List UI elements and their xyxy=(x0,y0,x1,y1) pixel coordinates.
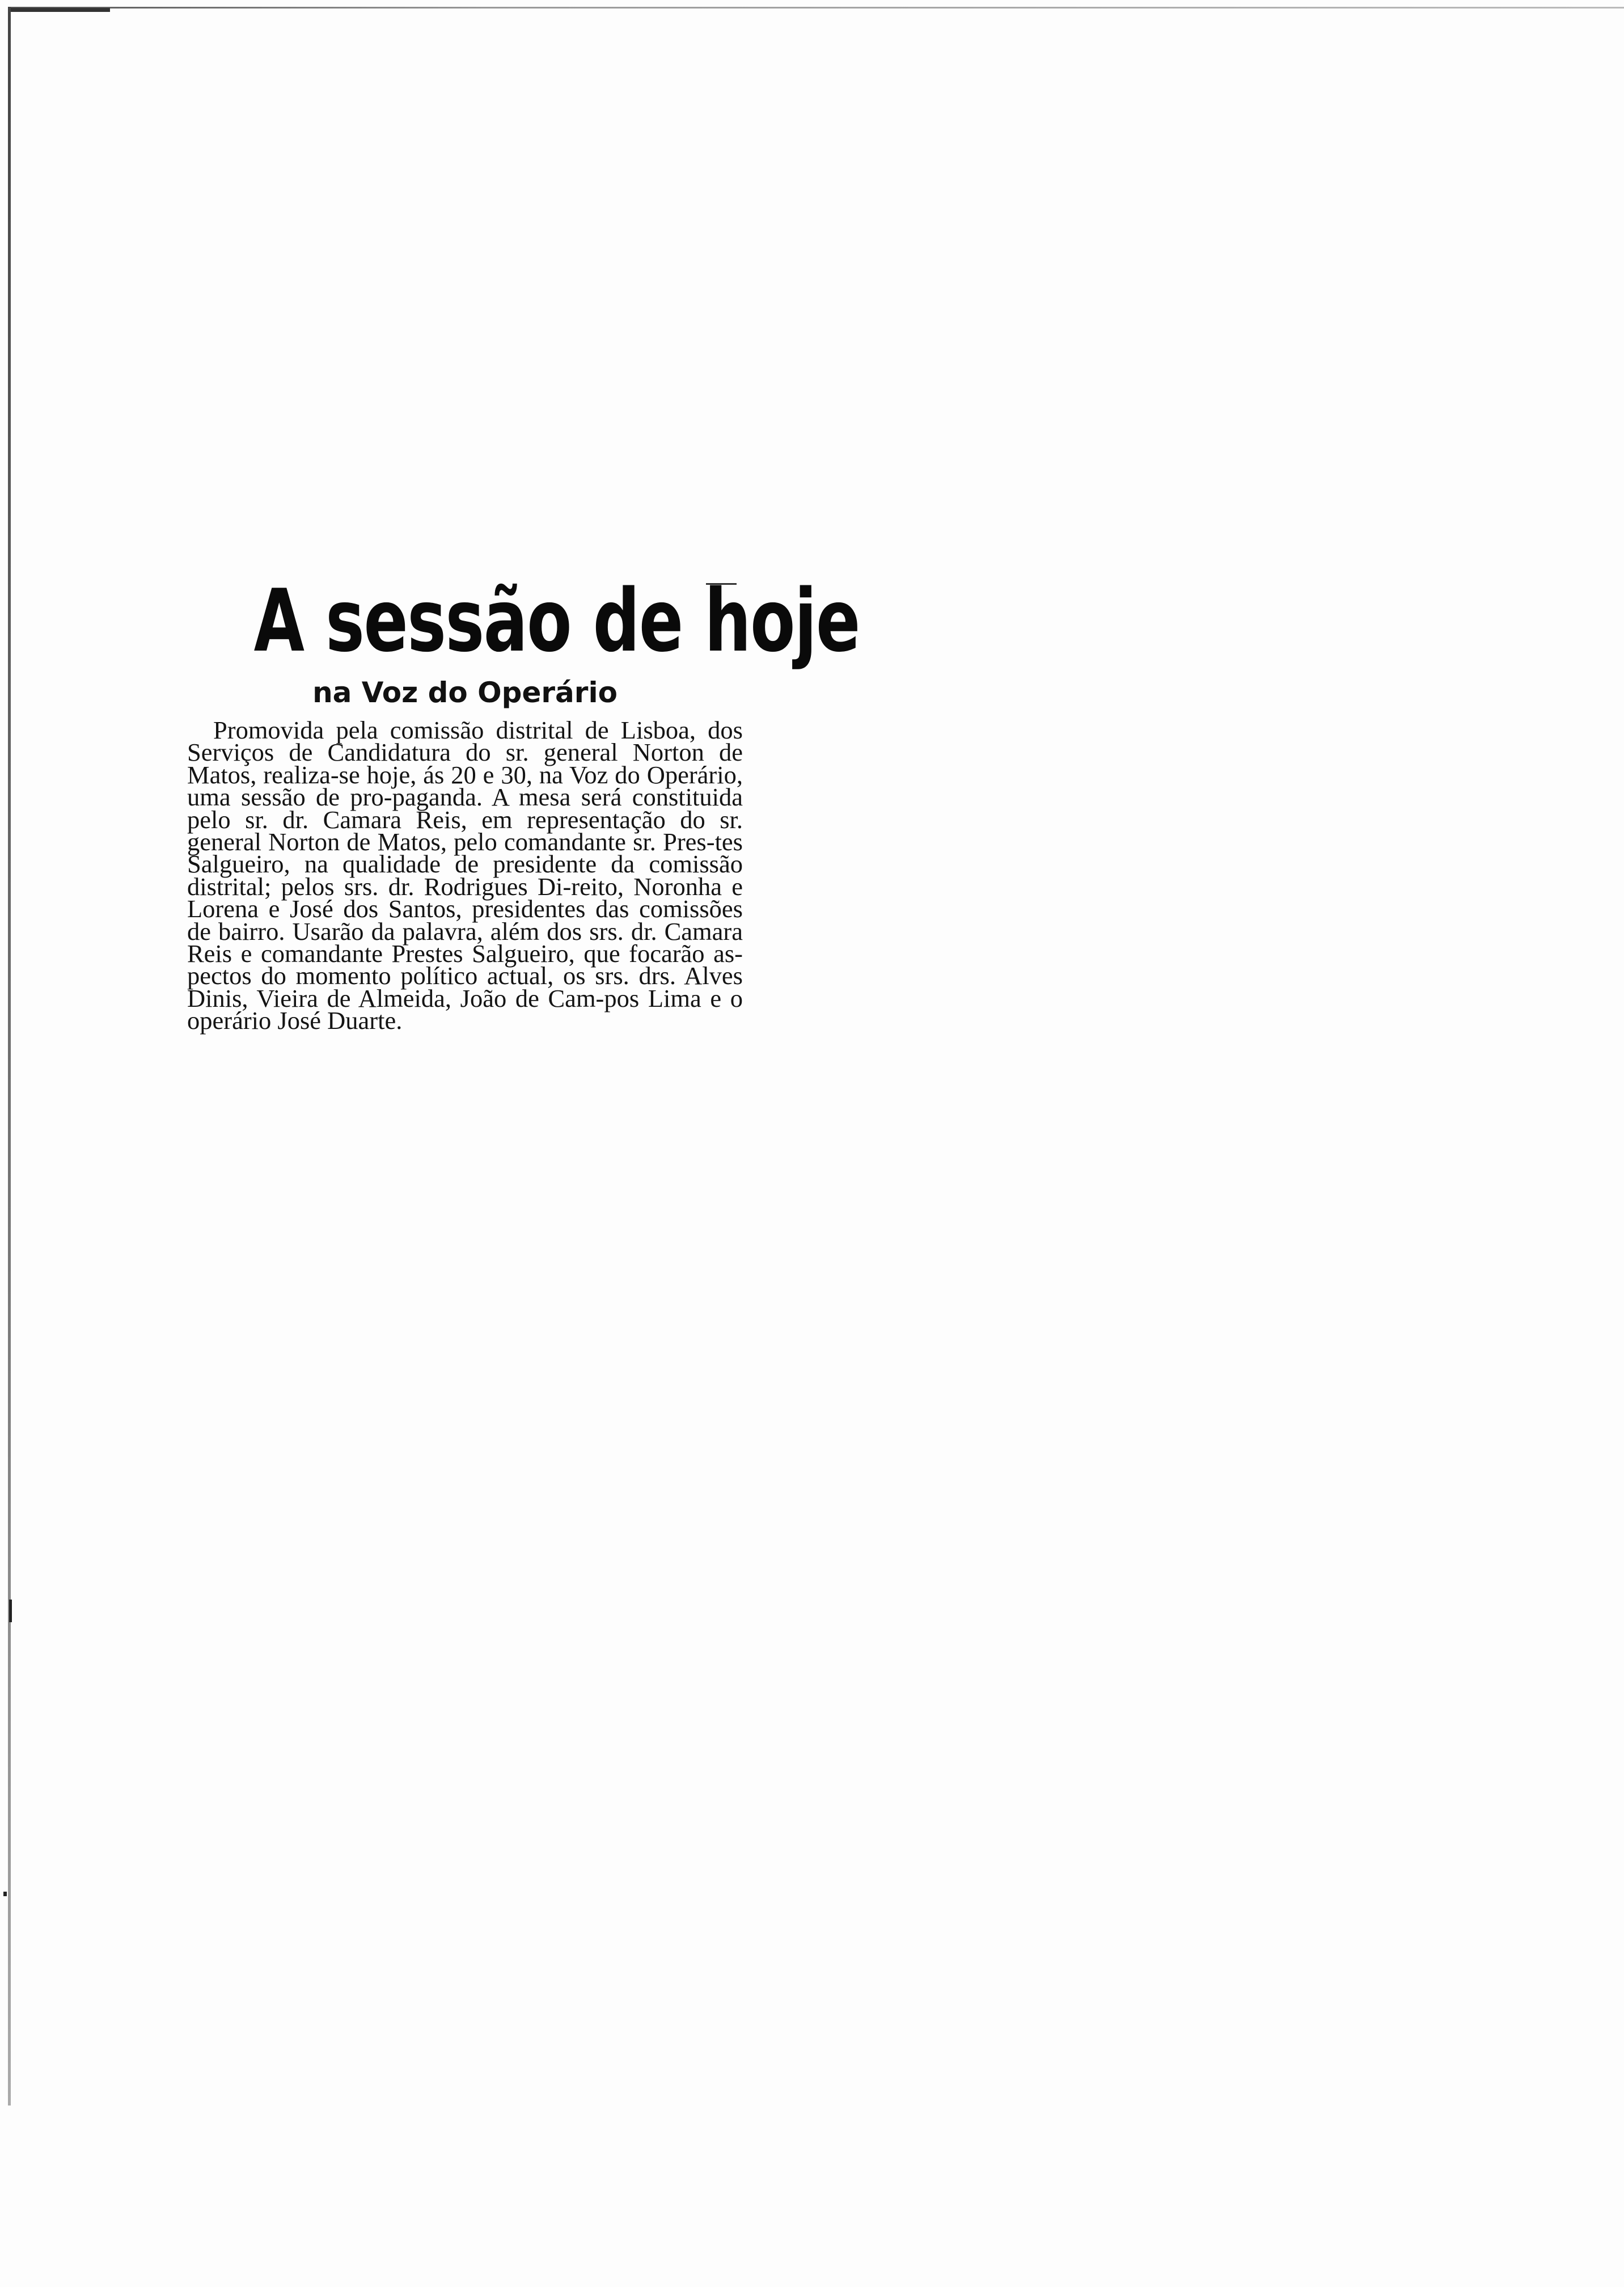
article-subheadline: na Voz do Operário xyxy=(312,676,618,709)
scan-edge-dot xyxy=(3,1892,7,1896)
newspaper-clipping xyxy=(187,571,860,1035)
scan-edge-left-mark xyxy=(9,1600,12,1622)
article-headline: A sessão de hoje xyxy=(253,571,860,671)
scan-edge-left xyxy=(8,7,11,2105)
article-body: Promovida pela comissão distrital de Lisboa, dos Serviços de Candidatura do sr. general Norton de Matos, realiza-se hoje, ás 20 e 30, na Voz do Operário, uma sessão de pro-paganda. A mesa será constituida pelo sr. dr. Camara Reis, em representação do sr. general Norton de Matos, pelo comandante sr. Pres-tes Salgueiro, na qualidade de presidente da comissão distrital; pelos srs. dr. Rodrigues Di-reito, Noronha e Lorena e José dos Santos, presidentes das comissões de bairro. Usarão da palavra, além dos srs. dr. Camara Reis e comandante Prestes Salgueiro, que focarão as-pectos do momento político actual, os srs. drs. Alves Dinis, Vieira de Almeida, João de Cam-pos Lima e o operário José Duarte. xyxy=(187,716,743,1035)
scan-edge-top-mark xyxy=(8,8,110,12)
scan-edge-top xyxy=(8,7,1624,9)
